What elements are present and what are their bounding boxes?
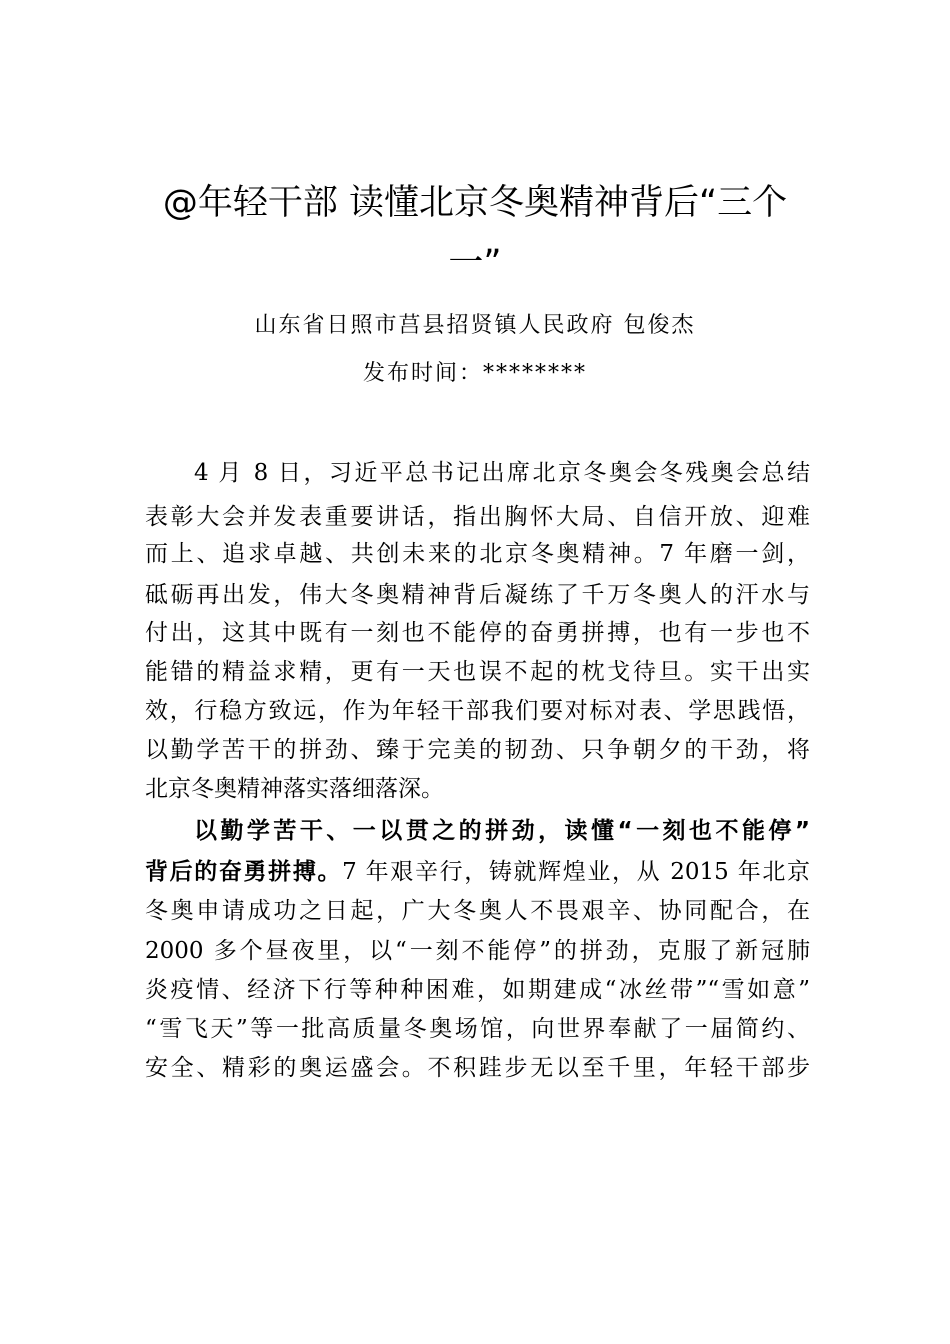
- paragraph-1-line: 付出，这其中既有一刻也不能停的奋勇拼搏，也有一步也不: [145, 620, 810, 646]
- document-title-line-1: @年轻干部 读懂北京冬奥精神背后“三个: [162, 183, 788, 223]
- paragraph-2-line: [145, 857, 810, 887]
- paragraph-2-line: 安全、精彩的奥运盛会。不积跬步无以至千里，年轻干部步: [145, 1055, 810, 1081]
- paragraph-2-heading: 以勤学苦干、一以贯之的拼劲，读懂“一刻也不能停”: [194, 818, 810, 844]
- paragraph-2-line: 2000 多个昼夜里，以“一刻不能停”的拼劲，克服了新冠肺: [145, 938, 810, 964]
- paragraph-2-heading-tail: 背后的奋勇拼搏。: [145, 859, 343, 885]
- paragraph-2-line: 冬奥申请成功之日起，广大冬奥人不畏艰辛、协同配合，在: [145, 898, 810, 924]
- paragraph-1-line: 砥砺再出发，伟大冬奥精神背后凝练了千万冬奥人的汗水与: [145, 582, 810, 608]
- author-byline: 山东省日照市莒县招贤镇人民政府 包俊杰: [254, 313, 696, 338]
- paragraph-2-line: 炎疫情、经济下行等种种困难，如期建成“冰丝带”“雪如意”: [145, 977, 810, 1003]
- paragraph-1-line: 而上、追求卓越、共创未来的北京冬奥精神。7 年磨一剑，: [145, 541, 810, 567]
- publish-date: 发布时间：********: [362, 361, 587, 386]
- paragraph-1-line: 能错的精益求精，更有一天也误不起的枕戈待旦。实干出实: [145, 659, 810, 685]
- paragraph-1-line: 北京冬奥精神落实落细落深。: [145, 776, 444, 802]
- paragraph-1-line: 效，行稳方致远，作为年轻干部我们要对标对表、学思践悟，: [145, 698, 810, 724]
- paragraph-1-line: 表彰大会并发表重要讲话，指出胸怀大局、自信开放、迎难: [145, 504, 810, 530]
- paragraph-2-line: “雪飞天”等一批高质量冬奥场馆，向世界奉献了一届简约、: [145, 1016, 810, 1042]
- paragraph-1-line: 4 月 8 日，习近平总书记出席北京冬奥会冬残奥会总结: [194, 460, 810, 486]
- document-title-line-2: 一”: [448, 243, 502, 283]
- paragraph-2-line-text: 7 年艰辛行，铸就辉煌业，从 2015 年北京: [342, 859, 810, 885]
- paragraph-1-line: 以勤学苦干的拼劲、臻于完美的韧劲、只争朝夕的干劲，将: [145, 737, 810, 763]
